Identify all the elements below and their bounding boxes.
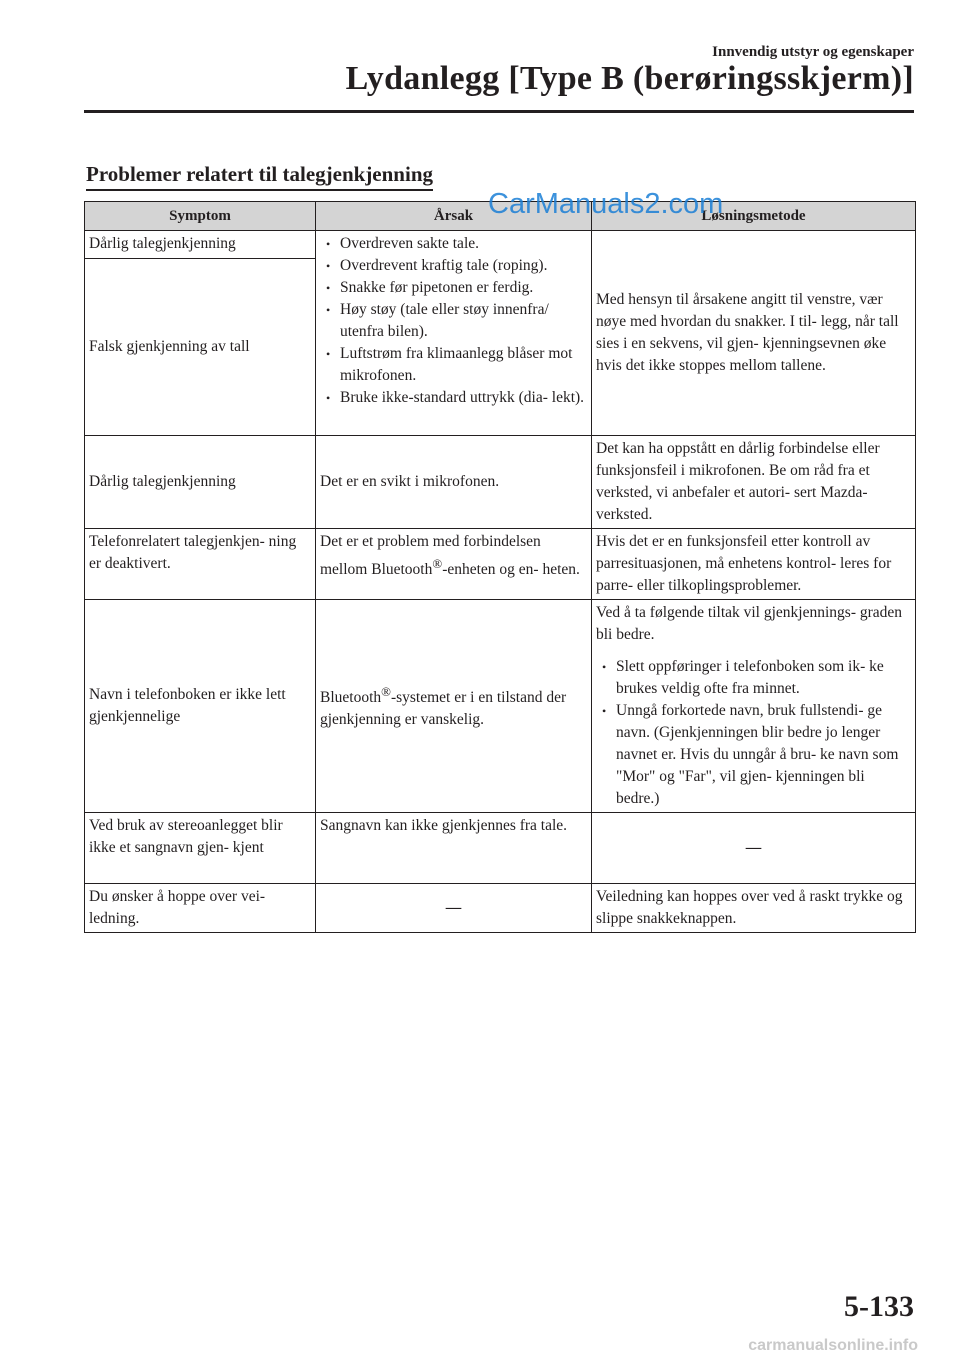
cause-cell: — — [316, 884, 592, 933]
table-row — [85, 813, 916, 884]
solution-cell: Det kan ha oppstått en dårlig forbindelse eller funksjonsfeil i mikrofonen. Be om råd fra et verksted, vi anbefaler et autori- sert Mazda-verksted. — [592, 436, 916, 529]
cause-cell — [316, 529, 592, 600]
symptom-cell: Falsk gjenkjenning av tall — [85, 259, 316, 436]
list-item: • Luftstrøm fra klimaanlegg blåser mot mikrofonen. — [320, 343, 587, 387]
spacer — [596, 646, 911, 656]
list-item: • Bruke ikke-standard uttrykk (dia- lekt). — [320, 387, 587, 409]
chapter-title: Lydanlegg [Type B (berøringsskjerm)] — [345, 60, 914, 97]
symptom-cell: Du ønsker å hoppe over vei- ledning. — [85, 884, 316, 933]
header-rule — [84, 110, 914, 113]
cause-cell — [316, 600, 592, 813]
list-item: • Overdreven sakte tale. — [320, 233, 587, 255]
watermark: CarManuals2.com — [488, 188, 724, 220]
cause-cell: Det er en svikt i mikrofonen. — [316, 436, 592, 529]
registered-mark: ® — [432, 556, 443, 571]
solution-cell: Veiledning kan hoppes over ved å raskt trykke og slippe snakkeknappen. — [592, 884, 916, 933]
table-row — [85, 600, 916, 813]
column-header-cause: Årsak — [316, 202, 592, 231]
symptom-cell: Telefonrelatert talegjenkjen- ning er deaktivert. — [85, 529, 316, 600]
list-item: • Unngå forkortede navn, bruk fullstendi- ge navn. (Gjenkjenningen blir bedre jo lenger navnet er. Hvis du unngår å bru- ke navn som "Mor" og "Far", vil gjen- kjenningen bli bedre.) — [596, 700, 911, 810]
column-header-symptom: Symptom — [85, 202, 316, 231]
solution-intro: Ved å ta følgende tiltak vil gjenkjennings- graden bli bedre. — [596, 604, 903, 643]
solution-cell: Hvis det er en funksjonsfeil etter kontroll av parresituasjonen, må enhetens kontrol- leres for parre- eller tilkoplingsproblemer. — [592, 529, 916, 600]
symptom-cell: Dårlig talegjenkjenning — [85, 436, 316, 529]
list-item: • Slett oppføringer i telefonboken som ik- ke brukes veldig ofte fra minnet. — [596, 656, 911, 700]
list-item: • Overdrevent kraftig tale (roping). — [320, 255, 587, 277]
symptom-cell: Ved bruk av stereoanlegget blir ikke et sangnavn gjen- kjent — [85, 813, 316, 884]
section-title: Problemer relatert til talegjenkjenning — [86, 162, 433, 191]
footer-watermark: carmanualsonline.info — [748, 1337, 918, 1354]
cause-text: Bluetooth — [320, 689, 382, 707]
solution-cell — [592, 600, 916, 813]
list-item: • Snakke før pipetonen er ferdig. — [320, 277, 587, 299]
cause-text: Det er et problem med forbindelsen mellom Bluetooth — [320, 533, 541, 579]
registered-mark: ® — [381, 683, 391, 699]
column-header-solution: Løsningsmetode — [592, 202, 916, 231]
table-row — [85, 884, 916, 933]
cause-cell: Sangnavn kan ikke gjenkjennes fra tale. — [316, 813, 592, 884]
solution-cell: Med hensyn til årsakene angitt til venstre, vær nøye med hvordan du snakker. I til- legg, når tall sies i en sekvens, vil gjen- kjenningsevnen øke hvis det ikke stoppes mellom tallene. — [592, 231, 916, 436]
page-number: 5-133 — [844, 1290, 914, 1323]
troubleshooting-table — [84, 201, 916, 933]
cause-text-end: -enheten og en- heten. — [442, 561, 580, 579]
cause-list — [320, 233, 587, 409]
list-item: • Høy støy (tale eller støy innenfra/ utenfra bilen). — [320, 299, 587, 343]
cause-text-end: -systemet er i en tilstand der gjenkjenning er vanskelig. — [320, 689, 567, 729]
section-header: Innvendig utstyr og egenskaper — [712, 44, 914, 60]
solution-cell: — — [592, 813, 916, 884]
solution-list — [596, 656, 911, 810]
cause-cell — [316, 231, 592, 436]
symptom-cell: Navn i telefonboken er ikke lett gjenkjennelige — [85, 600, 316, 813]
table-row — [85, 231, 916, 259]
symptom-cell: Dårlig talegjenkjenning — [85, 231, 316, 259]
table-row — [85, 436, 916, 529]
table-row — [85, 529, 916, 600]
